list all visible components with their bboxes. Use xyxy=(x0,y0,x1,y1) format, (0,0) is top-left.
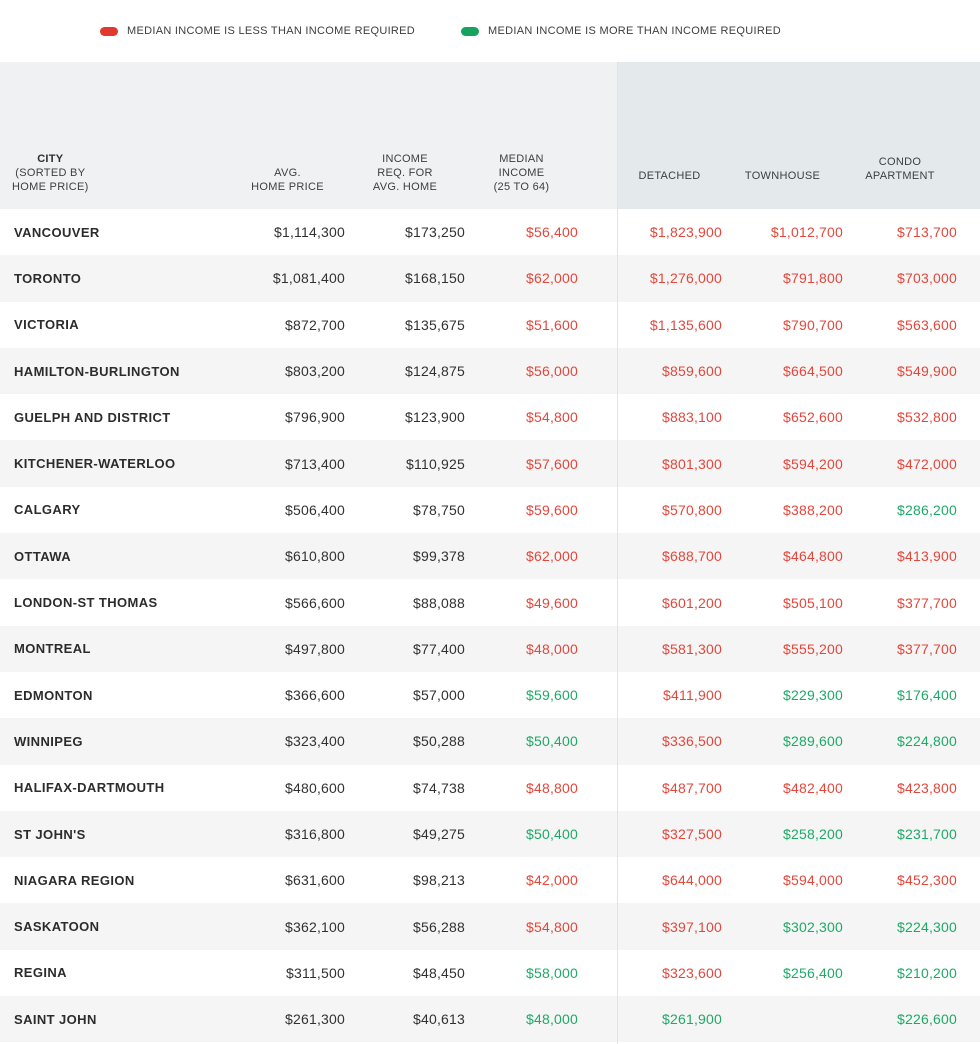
column-header-city: CITY (SORTED BY HOME PRICE) xyxy=(12,153,89,193)
table-row xyxy=(0,626,980,672)
townhouse-price-cell: $229,300 xyxy=(783,687,843,704)
detached-price-cell: $644,000 xyxy=(662,872,722,889)
table-row xyxy=(0,950,980,996)
column-header-median-income: MEDIAN INCOME (25 TO 64) xyxy=(493,153,550,193)
townhouse-price-cell: $790,700 xyxy=(783,316,843,333)
table-row xyxy=(0,903,980,949)
median-income-cell: $57,600 xyxy=(525,455,578,472)
townhouse-price-cell: $388,200 xyxy=(783,501,843,518)
detached-price-cell: $1,135,600 xyxy=(649,316,722,333)
avg-home-price-cell: $316,800 xyxy=(285,826,345,842)
table-row xyxy=(0,811,980,857)
detached-price-cell: $323,600 xyxy=(662,964,722,981)
townhouse-price-cell: $256,400 xyxy=(783,964,843,981)
townhouse-price-cell: $302,300 xyxy=(783,918,843,935)
table-row xyxy=(0,718,980,764)
detached-price-cell: $688,700 xyxy=(662,548,722,565)
city-cell: TORONTO xyxy=(14,270,82,286)
city-cell: SASKATOON xyxy=(14,919,100,935)
avg-home-price-cell: $713,400 xyxy=(285,455,345,472)
detached-price-cell: $581,300 xyxy=(662,640,722,657)
income-required-cell: $78,750 xyxy=(412,501,465,518)
median-income-cell: $50,400 xyxy=(525,733,578,750)
avg-home-price-cell: $1,081,400 xyxy=(272,270,345,287)
avg-home-price-cell: $362,100 xyxy=(285,918,345,935)
condo-apartment-price-cell: $377,700 xyxy=(897,640,957,657)
condo-apartment-price-cell: $224,300 xyxy=(897,918,957,935)
detached-price-cell: $411,900 xyxy=(663,687,722,704)
income-required-cell: $124,875 xyxy=(405,363,465,380)
townhouse-price-cell: $594,000 xyxy=(783,872,843,889)
townhouse-price-cell: $1,012,700 xyxy=(770,224,843,241)
median-income-cell: $54,800 xyxy=(525,918,578,935)
city-cell: VANCOUVER xyxy=(14,224,100,240)
city-cell: WINNIPEG xyxy=(14,733,83,749)
city-cell: GUELPH AND DISTRICT xyxy=(14,409,171,425)
townhouse-price-cell: $652,600 xyxy=(783,409,843,426)
median-income-cell: $59,600 xyxy=(525,687,578,704)
table-row xyxy=(0,302,980,348)
avg-home-price-cell: $480,600 xyxy=(285,779,345,796)
townhouse-price-cell: $289,600 xyxy=(783,733,843,750)
condo-apartment-price-cell: $472,000 xyxy=(897,455,957,472)
median-income-cell: $49,600 xyxy=(525,594,578,611)
city-cell: HAMILTON-BURLINGTON xyxy=(14,363,180,379)
city-cell: SAINT JOHN xyxy=(14,1011,97,1027)
detached-price-cell: $883,100 xyxy=(662,409,722,426)
legend xyxy=(0,0,980,62)
condo-apartment-price-cell: $176,400 xyxy=(897,687,957,704)
income-required-cell: $99,378 xyxy=(412,548,465,565)
avg-home-price-cell: $631,600 xyxy=(285,872,345,889)
green-pill-icon xyxy=(461,27,479,36)
avg-home-price-cell: $366,600 xyxy=(285,687,345,704)
median-income-cell: $48,800 xyxy=(525,779,578,796)
table-row xyxy=(0,996,980,1042)
table-row xyxy=(0,857,980,903)
city-cell: ST JOHN'S xyxy=(14,826,86,842)
median-income-cell: $51,600 xyxy=(525,316,578,333)
townhouse-price-cell: $464,800 xyxy=(783,548,843,565)
table-row xyxy=(0,394,980,440)
city-cell: LONDON-ST THOMAS xyxy=(14,595,158,611)
income-required-cell: $48,450 xyxy=(412,964,465,981)
median-income-cell: $48,000 xyxy=(525,1011,578,1028)
column-header-income-required: INCOME REQ. FOR AVG. HOME xyxy=(372,153,438,193)
avg-home-price-cell: $872,700 xyxy=(285,316,345,333)
city-cell: KITCHENER-WATERLOO xyxy=(14,456,176,472)
townhouse-price-cell: $505,100 xyxy=(783,594,843,611)
condo-apartment-price-cell: $210,200 xyxy=(897,964,957,981)
avg-home-price-cell: $506,400 xyxy=(285,501,345,518)
income-required-cell: $40,613 xyxy=(412,1011,465,1028)
legend-less-label: MEDIAN INCOME IS LESS THAN INCOME REQUIRED xyxy=(127,25,416,37)
townhouse-price-cell: $594,200 xyxy=(783,455,843,472)
detached-price-cell: $801,300 xyxy=(662,455,722,472)
red-pill-icon xyxy=(100,27,118,36)
avg-home-price-cell: $566,600 xyxy=(285,594,345,611)
income-required-cell: $123,900 xyxy=(405,409,465,426)
townhouse-price-cell: $791,800 xyxy=(783,270,843,287)
legend-more-label: MEDIAN INCOME IS MORE THAN INCOME REQUIRED xyxy=(488,25,781,37)
townhouse-price-cell: $258,200 xyxy=(783,826,843,842)
median-income-cell: $48,000 xyxy=(525,640,578,657)
table-row xyxy=(0,487,980,533)
detached-price-cell: $336,500 xyxy=(662,733,722,750)
column-header-condo-apartment: CONDO APARTMENT xyxy=(865,156,935,182)
condo-apartment-price-cell: $377,700 xyxy=(897,594,957,611)
townhouse-price-cell: $664,500 xyxy=(783,363,843,380)
detached-price-cell: $1,276,000 xyxy=(649,270,722,287)
median-income-cell: $58,000 xyxy=(525,964,578,981)
city-cell: HALIFAX-DARTMOUTH xyxy=(14,780,165,796)
table-row xyxy=(0,672,980,718)
townhouse-price-cell: $555,200 xyxy=(783,640,843,657)
table-body xyxy=(0,209,980,1042)
income-required-cell: $173,250 xyxy=(405,224,465,241)
column-header-avg-home-price: AVG. HOME PRICE xyxy=(251,167,324,193)
detached-price-cell: $261,900 xyxy=(662,1011,722,1028)
median-income-cell: $59,600 xyxy=(525,501,578,518)
city-cell: VICTORIA xyxy=(14,317,80,333)
detached-price-cell: $397,100 xyxy=(662,918,722,935)
city-cell: CALGARY xyxy=(14,502,81,518)
table-row xyxy=(0,579,980,625)
column-header-townhouse: TOWNHOUSE xyxy=(744,170,821,182)
table-row xyxy=(0,255,980,301)
median-income-cell: $62,000 xyxy=(525,548,578,565)
avg-home-price-cell: $311,500 xyxy=(286,964,345,981)
table-row xyxy=(0,209,980,255)
income-required-cell: $77,400 xyxy=(412,640,465,657)
detached-price-cell: $570,800 xyxy=(662,501,722,518)
avg-home-price-cell: $610,800 xyxy=(285,548,345,565)
avg-home-price-cell: $261,300 xyxy=(285,1011,345,1028)
city-cell: REGINA xyxy=(14,965,67,981)
condo-apartment-price-cell: $231,700 xyxy=(897,826,957,842)
condo-apartment-price-cell: $226,600 xyxy=(897,1011,957,1028)
table-row xyxy=(0,440,980,486)
legend-item-less xyxy=(100,25,415,37)
condo-apartment-price-cell: $224,800 xyxy=(897,733,957,750)
avg-home-price-cell: $796,900 xyxy=(285,409,345,426)
income-required-cell: $56,288 xyxy=(412,918,465,935)
detached-price-cell: $487,700 xyxy=(662,779,722,796)
city-cell: MONTREAL xyxy=(14,641,91,657)
detached-price-cell: $327,500 xyxy=(662,826,722,842)
condo-apartment-price-cell: $549,900 xyxy=(897,363,957,380)
city-cell: OTTAWA xyxy=(14,548,72,564)
income-required-cell: $57,000 xyxy=(412,687,465,704)
condo-apartment-price-cell: $563,600 xyxy=(897,316,957,333)
detached-price-cell: $1,823,900 xyxy=(649,224,722,241)
median-income-cell: $54,800 xyxy=(525,409,578,426)
median-income-cell: $42,000 xyxy=(525,872,578,889)
city-cell: NIAGARA REGION xyxy=(14,872,135,888)
median-income-cell: $56,000 xyxy=(525,363,578,380)
income-required-cell: $135,675 xyxy=(405,316,465,333)
table-row xyxy=(0,533,980,579)
city-cell: EDMONTON xyxy=(14,687,93,703)
table-row xyxy=(0,348,980,394)
income-required-cell: $88,088 xyxy=(412,594,465,611)
avg-home-price-cell: $803,200 xyxy=(285,363,345,380)
income-required-cell: $50,288 xyxy=(412,733,465,750)
header-right-pad xyxy=(957,194,980,209)
condo-apartment-price-cell: $423,800 xyxy=(897,779,957,796)
income-required-cell: $168,150 xyxy=(405,270,465,287)
median-income-cell: $62,000 xyxy=(525,270,578,287)
avg-home-price-cell: $1,114,300 xyxy=(273,224,345,241)
column-header-detached: DETACHED xyxy=(638,170,701,182)
median-income-cell: $50,400 xyxy=(525,826,578,842)
condo-apartment-price-cell: $532,800 xyxy=(897,409,957,426)
income-required-cell: $49,275 xyxy=(412,826,465,842)
avg-home-price-cell: $497,800 xyxy=(285,640,345,657)
median-income-cell: $56,400 xyxy=(525,224,578,241)
detached-price-cell: $859,600 xyxy=(662,363,722,380)
condo-apartment-price-cell: $286,200 xyxy=(897,501,957,518)
section-divider-line xyxy=(617,62,618,1044)
avg-home-price-cell: $323,400 xyxy=(285,733,345,750)
townhouse-price-cell: $482,400 xyxy=(783,779,843,796)
condo-apartment-price-cell: $413,900 xyxy=(897,548,957,565)
table-header xyxy=(0,62,980,209)
condo-apartment-price-cell: $703,000 xyxy=(897,270,957,287)
income-required-cell: $98,213 xyxy=(412,872,465,889)
income-required-cell: $74,738 xyxy=(412,779,465,796)
table-row xyxy=(0,765,980,811)
condo-apartment-price-cell: $452,300 xyxy=(897,872,957,889)
legend-item-more xyxy=(461,25,781,37)
detached-price-cell: $601,200 xyxy=(662,594,722,611)
income-required-cell: $110,925 xyxy=(406,455,465,472)
condo-apartment-price-cell: $713,700 xyxy=(897,224,957,241)
header-spacer xyxy=(578,194,617,209)
